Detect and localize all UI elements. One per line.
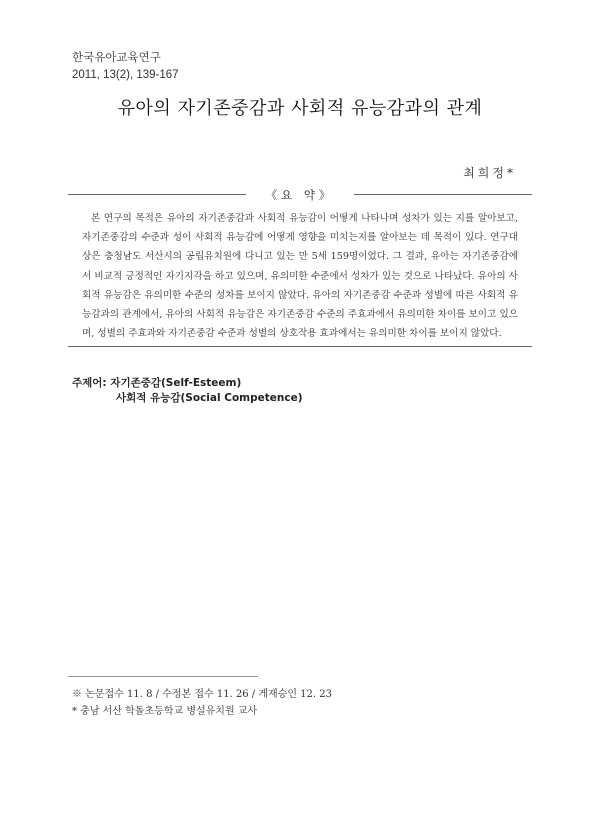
abstract-bottom-rule bbox=[68, 346, 532, 347]
footnote-rule bbox=[68, 676, 258, 677]
keywords bbox=[72, 376, 303, 406]
journal-citation: 2011, 13(2), 139-167 bbox=[72, 69, 179, 81]
footnotes bbox=[72, 686, 332, 720]
keywords-label: 주제어: bbox=[72, 377, 107, 389]
keyword-item: 사회적 유능감(Social Competence) bbox=[116, 392, 303, 404]
author-name: 최희정* bbox=[463, 166, 516, 180]
abstract-heading bbox=[68, 188, 532, 200]
footnote-dates: ※ 논문접수 11. 8 / 수정본 접수 11. 26 / 게재승인 12. 23 bbox=[72, 689, 332, 700]
journal-name: 한국유아교육연구 bbox=[72, 52, 161, 64]
abstract-heading-label: 《요 약》 bbox=[265, 188, 335, 202]
footnote-affiliation: * 충남 서산 학돌초등학교 병설유치원 교사 bbox=[72, 706, 258, 717]
paper-title: 유아의 자기존중감과 사회적 유능감과의 관계 bbox=[117, 98, 483, 119]
journal-header bbox=[72, 50, 179, 84]
keyword-item: 자기존중감(Self-Esteem) bbox=[110, 377, 242, 389]
abstract-body: 본 연구의 목적은 유아의 자기존중감과 사회적 유능감이 어떻게 나타나며 성차가 있는 지를 알아보고, 자기존중감의 수준과 성이 사회적 유능감에 어떻게 영향을 미치는지를 알아보는 데 목적이 있다. 연구대상은 충청남도 서산시의 공립유치원에 다니고 있는 만 5세 159명이었다. 그 결과, 유아는 자기존중감에서 비교적 긍정적인 자기지각을 하고 있으며, 유의미한 수준에서 성차가 있는 것으로 나타났다. 유아의 사회적 유능감은 유의미한 수준의 성차를 보이지 않았다. 유아의 자기존중감 수준과 성별에 따른 사회적 유능감과의 관계에서, 유아의 사회적 유능감은 자기존중감 수준의 주효과에서 유의미한 차이를 보이고 있으며, 성별의 주효과와 자기존중감 수준과 성별의 상호작용 효과에서는 유의미한 차이를 보이지 않았다. bbox=[82, 213, 518, 340]
abstract-heading-rule-right bbox=[354, 194, 532, 195]
